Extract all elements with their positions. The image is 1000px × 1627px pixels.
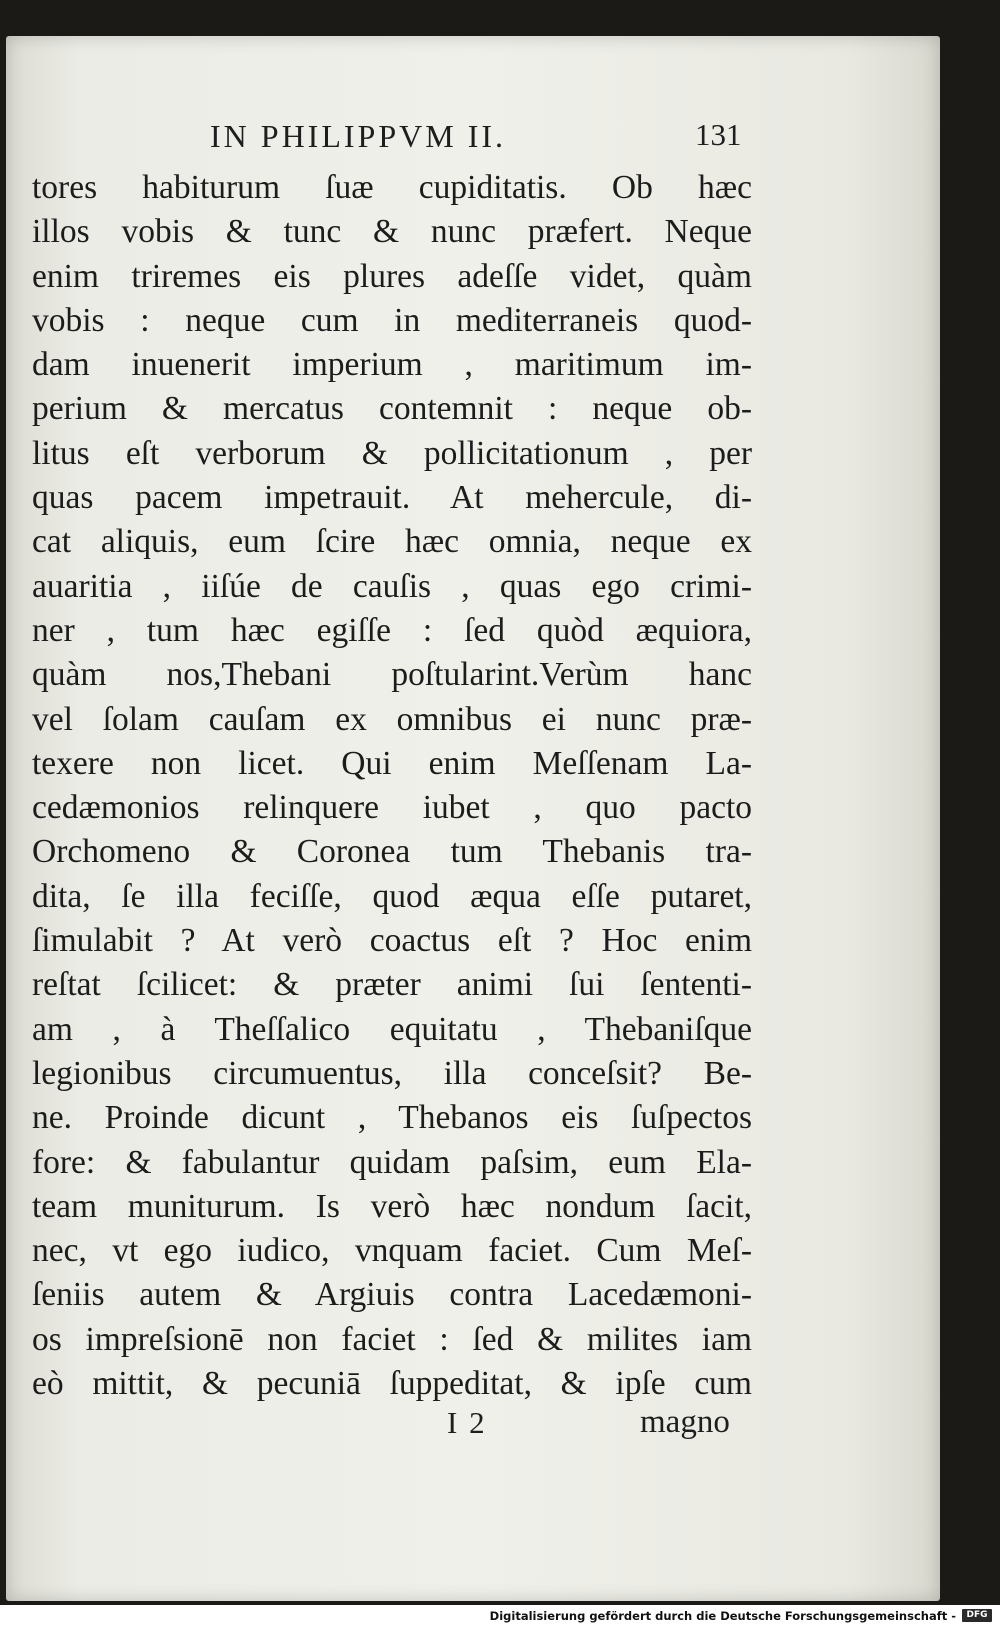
- text-line: perium & mercatus contemnit : neque ob-: [32, 390, 752, 428]
- text-line: ne. Proinde dicunt , Thebanos eis ſuſpectos: [32, 1099, 752, 1137]
- text-line: dam inuenerit imperium , maritimum im-: [32, 346, 752, 384]
- text-line: dita, ſe illa feciſſe, quod æqua eſſe putaret,: [32, 877, 752, 915]
- text-line: eò mittit, & pecuniā ſuppeditat, & ipſe cum: [32, 1365, 752, 1403]
- text-line: nec, vt ego iudico, vnquam faciet. Cum Meſ-: [32, 1232, 752, 1270]
- text-line: team muniturum. Is verò hæc nondum ſacit,: [32, 1187, 752, 1225]
- catchword: magno: [640, 1404, 730, 1440]
- text-line: reſtat ſcilicet: & præter animi ſui ſententi-: [32, 966, 752, 1004]
- text-line: vel ſolam cauſam ex omnibus ei nunc præ-: [32, 700, 752, 738]
- text-line: vobis : neque cum in mediterraneis quod-: [32, 301, 752, 339]
- text-line: quas pacem impetrauit. At mehercule, di-: [32, 479, 752, 517]
- text-line: texere non licet. Qui enim Meſſenam La-: [32, 744, 752, 782]
- text-line: illos vobis & tunc & nunc præfert. Neque: [32, 213, 752, 251]
- text-line: litus eſt verborum & pollicitationum , per: [32, 434, 752, 472]
- running-head: IN PHILIPPVM II.: [210, 118, 506, 154]
- text-line: auaritia , iiſúe de cauſis , quas ego crimi-: [32, 567, 752, 605]
- text-line: fore: & fabulantur quidam paſsim, eum Ela-: [32, 1143, 752, 1181]
- text-line: legionibus circumuentus, illa conceſsit? Be-: [32, 1054, 752, 1092]
- text-line: am , à Theſſalico equitatu , Thebaniſque: [32, 1010, 752, 1048]
- text-line: ſimulabit ? At verò coactus eſt ? Hoc enim: [32, 922, 752, 960]
- text-line: enim triremes eis plures adeſſe videt, quàm: [32, 257, 752, 295]
- text-line: tores habiturum ſuæ cupiditatis. Ob hæc: [32, 169, 752, 206]
- text-line: cedæmonios relinquere iubet , quo pacto: [32, 789, 752, 827]
- text-line: ſeniis autem & Argiuis contra Lacedæmoni-: [32, 1276, 752, 1314]
- signature-mark: I 2: [447, 1405, 487, 1440]
- text-line: cat aliquis, eum ſcire hæc omnia, neque ex: [32, 523, 752, 561]
- body-text: [32, 166, 752, 1406]
- page-number: 131: [695, 117, 742, 152]
- text-line: ner , tum hæc egiſſe : ſed quòd æquiora,: [32, 611, 752, 649]
- footer-credit: Digitalisierung gefördert durch die Deutsche Forschungsgemeinschaft -: [489, 1609, 956, 1623]
- text-line: quàm nos,Thebani poſtularint.Verùm hanc: [32, 656, 752, 694]
- dfg-logo: DFG: [962, 1609, 992, 1622]
- text-line: Orchomeno & Coronea tum Thebanis tra-: [32, 833, 752, 871]
- text-line: os impreſsionē non faciet : ſed & milites iam: [32, 1320, 752, 1358]
